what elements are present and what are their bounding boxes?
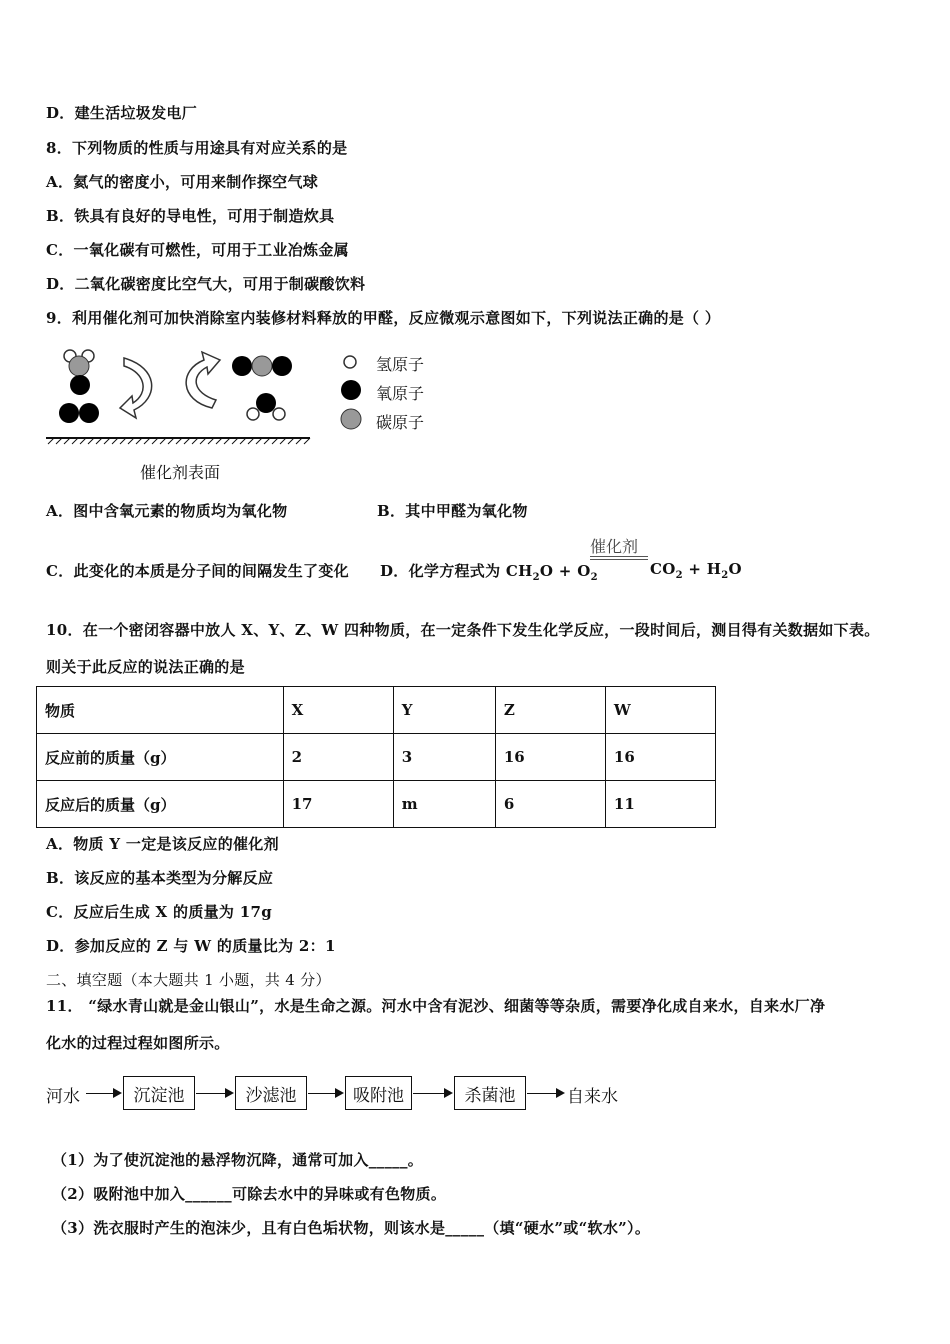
- oxygen-atom: [232, 356, 252, 376]
- oxygen-atom: [256, 393, 276, 413]
- q9-option-d: D．化学方程式为 $CH_2O + O_2$: [380, 562, 598, 583]
- atom-legend: [340, 352, 370, 432]
- flow-arrow-icon: [527, 1093, 563, 1094]
- hydrogen-atom: [273, 408, 285, 420]
- oxygen-atom: [59, 403, 79, 423]
- flow-arrow-icon: [413, 1093, 451, 1094]
- curved-arrow-icon: [186, 352, 220, 408]
- q10-option-c: C．反应后生成 X 的质量为 17g: [46, 903, 273, 921]
- q11-stem-line2: 化水的过程过程如图所示。: [46, 1034, 230, 1052]
- oxygen-atom: [272, 356, 292, 376]
- q9-products: $CO_2 + H_2O$: [650, 560, 742, 581]
- q8-option-a: A．氦气的密度小，可用来制作探空气球: [46, 173, 319, 191]
- oxygen-atom: [79, 403, 99, 423]
- table-row: [37, 781, 716, 828]
- flow-arrow-icon: [196, 1093, 232, 1094]
- table-header-cell: X: [283, 687, 393, 734]
- oxygen-legend-icon: [341, 380, 361, 400]
- legend-hydrogen: 氢原子: [376, 355, 425, 374]
- q10-stem-line1: 10．在一个密闭容器中放人 X、Y、Z、W 四种物质，在一定条件下发生化学反应，一段时间后，测目得有关数据如下表。: [46, 621, 880, 639]
- hydrogen-atom: [247, 408, 259, 420]
- q11-stem-line1: 11． “绿水青山就是金山银山”，水是生命之源。河水中含有泥沙、细菌等等杂质，需要净化成自来水，自来水厂净: [46, 997, 826, 1015]
- table-header-cell: Z: [495, 687, 605, 734]
- section-heading: 二、填空题（本大题共 1 小题，共 4 分）: [46, 971, 331, 989]
- equals-bar: [590, 556, 648, 557]
- table-cell: m: [393, 781, 495, 828]
- q9-stem: 9．利用催化剂可加快消除室内装修材料释放的甲醛，反应微观示意图如下，下列说法正确的是（ ）: [46, 309, 721, 327]
- q10-stem-line2: 则关于此反应的说法正确的是: [46, 658, 245, 676]
- equals-bar: [590, 559, 648, 560]
- table-cell: 2: [283, 734, 393, 781]
- legend-oxygen: 氧原子: [376, 384, 425, 403]
- table-header-cell: W: [605, 687, 715, 734]
- table-cell: 3: [393, 734, 495, 781]
- flow-end-tap-water: 自来水: [567, 1087, 618, 1107]
- flow-start-river-water: 河水: [46, 1087, 80, 1107]
- legend-carbon: 碳原子: [376, 413, 425, 432]
- table-cell: 16: [605, 734, 715, 781]
- q11-sub2: （2）吸附池中加入______可除去水中的异味或有色物质。: [52, 1185, 447, 1203]
- table-cell: 17: [283, 781, 393, 828]
- q11-sub1: （1）为了使沉淀池的悬浮物沉降，通常可加入_____。: [52, 1151, 424, 1169]
- table-cell: 11: [605, 781, 715, 828]
- q11-sub3: （3）洗衣服时产生的泡沫少，且有白色垢状物，则该水是_____（填“硬水”或“软水”）。: [52, 1219, 651, 1237]
- table-header-cell: Y: [393, 687, 495, 734]
- q9-option-b: B．其中甲醛为氧化物: [377, 502, 528, 520]
- table-cell: 反应前的质量（g）: [37, 734, 284, 781]
- flow-box-sedimentation: 沉淀池: [123, 1076, 195, 1110]
- table-cell: 6: [495, 781, 605, 828]
- q9-option-c: C．此变化的本质是分子间的间隔发生了变化: [46, 562, 349, 580]
- carbon-atom: [69, 356, 89, 376]
- oxygen-atom: [70, 375, 90, 395]
- mass-data-table: [36, 686, 716, 828]
- q7-option-d: D．建生活垃圾发电厂: [46, 104, 198, 122]
- surface-label: 催化剂表面: [140, 463, 221, 482]
- q9-option-a: A．图中含氧元素的物质均为氧化物: [46, 502, 288, 520]
- table-cell: 反应后的质量（g）: [37, 781, 284, 828]
- q8-option-d: D．二氧化碳密度比空气大，可用于制碳酸饮料: [46, 275, 366, 293]
- q8-stem: 8．下列物质的性质与用途具有对应关系的是: [46, 139, 348, 157]
- q10-option-a: A．物质 Y 一定是该反应的催化剂: [46, 835, 279, 853]
- q8-option-b: B．铁具有良好的导电性，可用于制造炊具: [46, 207, 335, 225]
- q10-option-d: D．参加反应的 Z 与 W 的质量比为 2：1: [46, 937, 336, 955]
- q8-option-c: C．一氧化碳有可燃性，可用于工业冶炼金属: [46, 241, 349, 259]
- flow-arrow-icon: [308, 1093, 342, 1094]
- hydrogen-legend-icon: [344, 356, 356, 368]
- q10-option-b: B．该反应的基本类型为分解反应: [46, 869, 274, 887]
- table-header-row: [37, 687, 716, 734]
- catalyst-label: 催化剂: [590, 537, 639, 556]
- table-header-cell: 物质: [37, 687, 284, 734]
- table-row: [37, 734, 716, 781]
- flow-box-sand-filter: 沙滤池: [235, 1076, 307, 1110]
- flow-arrow-icon: [86, 1093, 120, 1094]
- carbon-atom: [252, 356, 272, 376]
- flow-box-adsorption: 吸附池: [345, 1076, 412, 1110]
- flow-box-sterilization: 杀菌池: [454, 1076, 526, 1110]
- curved-arrow-icon: [120, 358, 152, 418]
- table-cell: 16: [495, 734, 605, 781]
- carbon-legend-icon: [341, 409, 361, 429]
